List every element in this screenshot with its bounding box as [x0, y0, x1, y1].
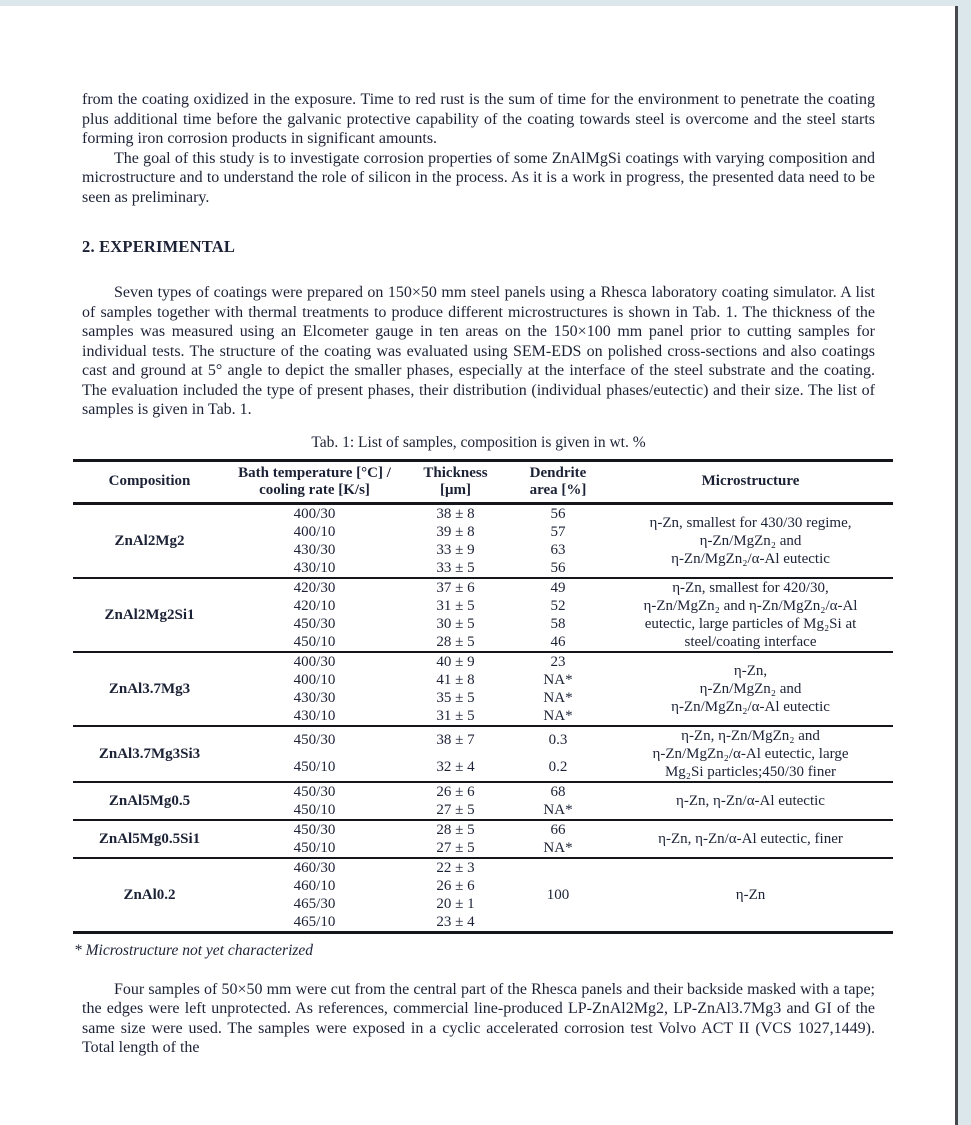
thickness-cell: 37 ± 6 [436, 579, 475, 596]
thickness-cell: 41 ± 8 [436, 671, 475, 688]
composition-cell: ZnAl2Mg2Si1 [73, 578, 226, 652]
sample-table-body [73, 503, 893, 932]
thickness-cell: 20 ± 1 [436, 895, 475, 912]
thickness-cell: 31 ± 5 [436, 597, 475, 614]
bath-temperature-cell: 460/30 [293, 859, 336, 876]
bath-temperature-cell: 400/10 [293, 671, 336, 688]
thickness-cell: 33 ± 5 [403, 559, 508, 578]
dendrite-area-cell: 66 [550, 821, 566, 838]
footnote: * Microstructure not yet characterized [74, 941, 314, 959]
thickness-cell: 28 ± 5 [403, 633, 508, 652]
dendrite-area-cell: 0.3 [548, 732, 568, 749]
table-wrap [73, 459, 884, 934]
dendrite-area-cell: 100 [508, 858, 608, 933]
table-row [73, 820, 893, 839]
paragraph-goal: The goal of this study is to investigate corrosion properties of some ZnAlMgSi coatings with varying composition and microstructure and to understand the role of silicon in the process. As it is a work in progress, the presented data need to be seen as preliminary. [82, 149, 875, 206]
page-content [0, 6, 955, 1058]
dendrite-area-cell: 49 [550, 579, 566, 596]
thickness-cell: 26 ± 6 [436, 877, 475, 894]
col-header-microstructure: Microstructure [608, 460, 893, 503]
bath-temperature-cell: 400/30 [293, 653, 336, 670]
thickness-cell: 28 ± 5 [436, 821, 475, 838]
bath-temperature-cell: 420/10 [293, 597, 336, 614]
microstructure-cell: η-Zn, η-Zn/MgZn₂ and η-Zn/MgZn₂/α-Al eutectic [608, 652, 893, 726]
bath-temperature-cell: 465/30 [293, 895, 336, 912]
paragraph-experimental: Seven types of coatings were prepared on 150×50 mm steel panels using a Rhesca laboratory coating simulator. A list of samples together with thermal treatments to produce different microstructures is shown in Tab. 1. The thickness of the samples was measured using an Elcometer gauge in ten areas on the 150×100 mm panel prior to cutting samples for individual tests. The structure of the coating was evaluated using SEM-EDS on polished cross-sections and also coatings cast and ground at 5° angle to depict the smaller phases, especially at the interface of the steel substrate and the coating. The evaluation included the type of present phases, their distribution (individual phases/eutectic) and their size. The list of samples is given in Tab. 1. [82, 284, 875, 419]
bath-temperature-cell: 450/30 [293, 783, 336, 800]
table-row [73, 578, 893, 597]
document-page [0, 6, 958, 1125]
bath-temperature-cell: 400/10 [293, 523, 336, 540]
microstructure-cell: η-Zn, η-Zn/α-Al eutectic, finer [608, 820, 893, 858]
dendrite-area-cell: NA* [508, 839, 608, 858]
thickness-cell: 23 ± 4 [403, 913, 508, 933]
paragraph-continuation: from the coating oxidized in the exposure. Time to red rust is the sum of time for the environment to penetrate the coating plus additional time before the galvanic protective capability of the coating towards steel is overcome and the steel starts forming iron corrosion products in significant amounts. [82, 91, 875, 148]
bath-temperature-cell: 450/10 [226, 754, 403, 782]
dendrite-area-cell: NA* [543, 689, 573, 706]
table-caption: Tab. 1: List of samples, composition is given in wt. % [311, 433, 646, 451]
bath-temperature-cell: 430/30 [293, 541, 336, 558]
bath-temperature-cell: 465/10 [226, 913, 403, 933]
thickness-cell: 26 ± 6 [436, 783, 475, 800]
composition-cell: ZnAl0.2 [73, 858, 226, 933]
bath-temperature-cell: 450/10 [226, 839, 403, 858]
dendrite-area-cell: 68 [550, 783, 566, 800]
composition-cell: ZnAl2Mg2 [73, 503, 226, 578]
microstructure-cell: η-Zn [608, 858, 893, 933]
bath-temperature-cell: 450/30 [293, 615, 336, 632]
microstructure-cell: η-Zn, η-Zn/MgZn₂ and η-Zn/MgZn₂/α-Al eutectic, large Mg₂Si particles;450/30 finer [608, 726, 893, 782]
table-row [73, 782, 893, 801]
microstructure-cell: η-Zn, smallest for 420/30, η-Zn/MgZn₂ and η-Zn/MgZn₂/α-Al eutectic, large particles of Mg₂Si at steel/coating interface [608, 578, 893, 652]
bath-temperature-cell: 450/30 [293, 821, 336, 838]
table-row [73, 726, 893, 754]
bath-temperature-cell: 400/30 [293, 505, 336, 522]
table-row [73, 858, 893, 877]
table-header-row [73, 460, 893, 503]
table-row [73, 652, 893, 671]
bath-temperature-cell: 450/10 [226, 801, 403, 820]
col-header-thickness: Thickness [μm] [403, 460, 508, 503]
paragraph-samples: Four samples of 50×50 mm were cut from the central part of the Rhesca panels and their backside masked with a tape; the edges were left unprotected. As references, commercial line-produced LP-ZnAl2Mg2, LP-ZnAl3.7Mg3 and GI of the same size were used. The samples were exposed in a cyclic accelerated corrosion test Volvo ACT II (VCS 1027,1449). Total length of the [82, 980, 875, 1057]
thickness-cell: 38 ± 8 [436, 505, 475, 522]
dendrite-area-cell: NA* [508, 801, 608, 820]
bath-temperature-cell: 450/30 [293, 732, 336, 749]
dendrite-area-cell: NA* [508, 707, 608, 726]
samples-table [73, 459, 893, 934]
table-row [73, 503, 893, 523]
dendrite-area-cell: 52 [550, 597, 566, 614]
microstructure-cell: η-Zn, η-Zn/α-Al eutectic [608, 782, 893, 820]
thickness-cell: 30 ± 5 [436, 615, 475, 632]
thickness-cell: 38 ± 7 [436, 732, 475, 749]
dendrite-area-cell: 23 [550, 653, 566, 670]
bath-temperature-cell: 430/10 [226, 559, 403, 578]
thickness-cell: 39 ± 8 [436, 523, 475, 540]
thickness-cell: 22 ± 3 [436, 859, 475, 876]
dendrite-area-cell: 56 [550, 505, 566, 522]
dendrite-area-cell: 58 [550, 615, 566, 632]
section-heading: 2. EXPERIMENTAL [82, 237, 236, 257]
bath-temperature-cell: 450/10 [226, 633, 403, 652]
col-header-dendrite-area: Dendrite area [%] [508, 460, 608, 503]
composition-cell: ZnAl5Mg0.5Si1 [73, 820, 226, 858]
composition-cell: ZnAl5Mg0.5 [73, 782, 226, 820]
dendrite-area-cell: 57 [550, 523, 566, 540]
thickness-cell: 35 ± 5 [436, 689, 475, 706]
dendrite-area-cell: NA* [543, 671, 573, 688]
thickness-cell: 27 ± 5 [403, 839, 508, 858]
col-header-bath-temperature: Bath temperature [°C] / cooling rate [K/s] [226, 460, 403, 503]
thickness-cell: 33 ± 9 [436, 541, 475, 558]
thickness-cell: 40 ± 9 [436, 653, 475, 670]
bath-temperature-cell: 430/30 [293, 689, 336, 706]
dendrite-area-cell: 63 [550, 541, 566, 558]
dendrite-area-cell: 0.2 [508, 754, 608, 782]
bath-temperature-cell: 420/30 [293, 579, 336, 596]
col-header-composition: Composition [73, 460, 226, 503]
thickness-cell: 31 ± 5 [403, 707, 508, 726]
thickness-cell: 32 ± 4 [403, 754, 508, 782]
dendrite-area-cell: 56 [508, 559, 608, 578]
bath-temperature-cell: 430/10 [226, 707, 403, 726]
composition-cell: ZnAl3.7Mg3Si3 [73, 726, 226, 782]
dendrite-area-cell: 46 [508, 633, 608, 652]
composition-cell: ZnAl3.7Mg3 [73, 652, 226, 726]
microstructure-cell: η-Zn, smallest for 430/30 regime, η-Zn/MgZn₂ and η-Zn/MgZn₂/α-Al eutectic [608, 503, 893, 578]
thickness-cell: 27 ± 5 [403, 801, 508, 820]
bath-temperature-cell: 460/10 [293, 877, 336, 894]
